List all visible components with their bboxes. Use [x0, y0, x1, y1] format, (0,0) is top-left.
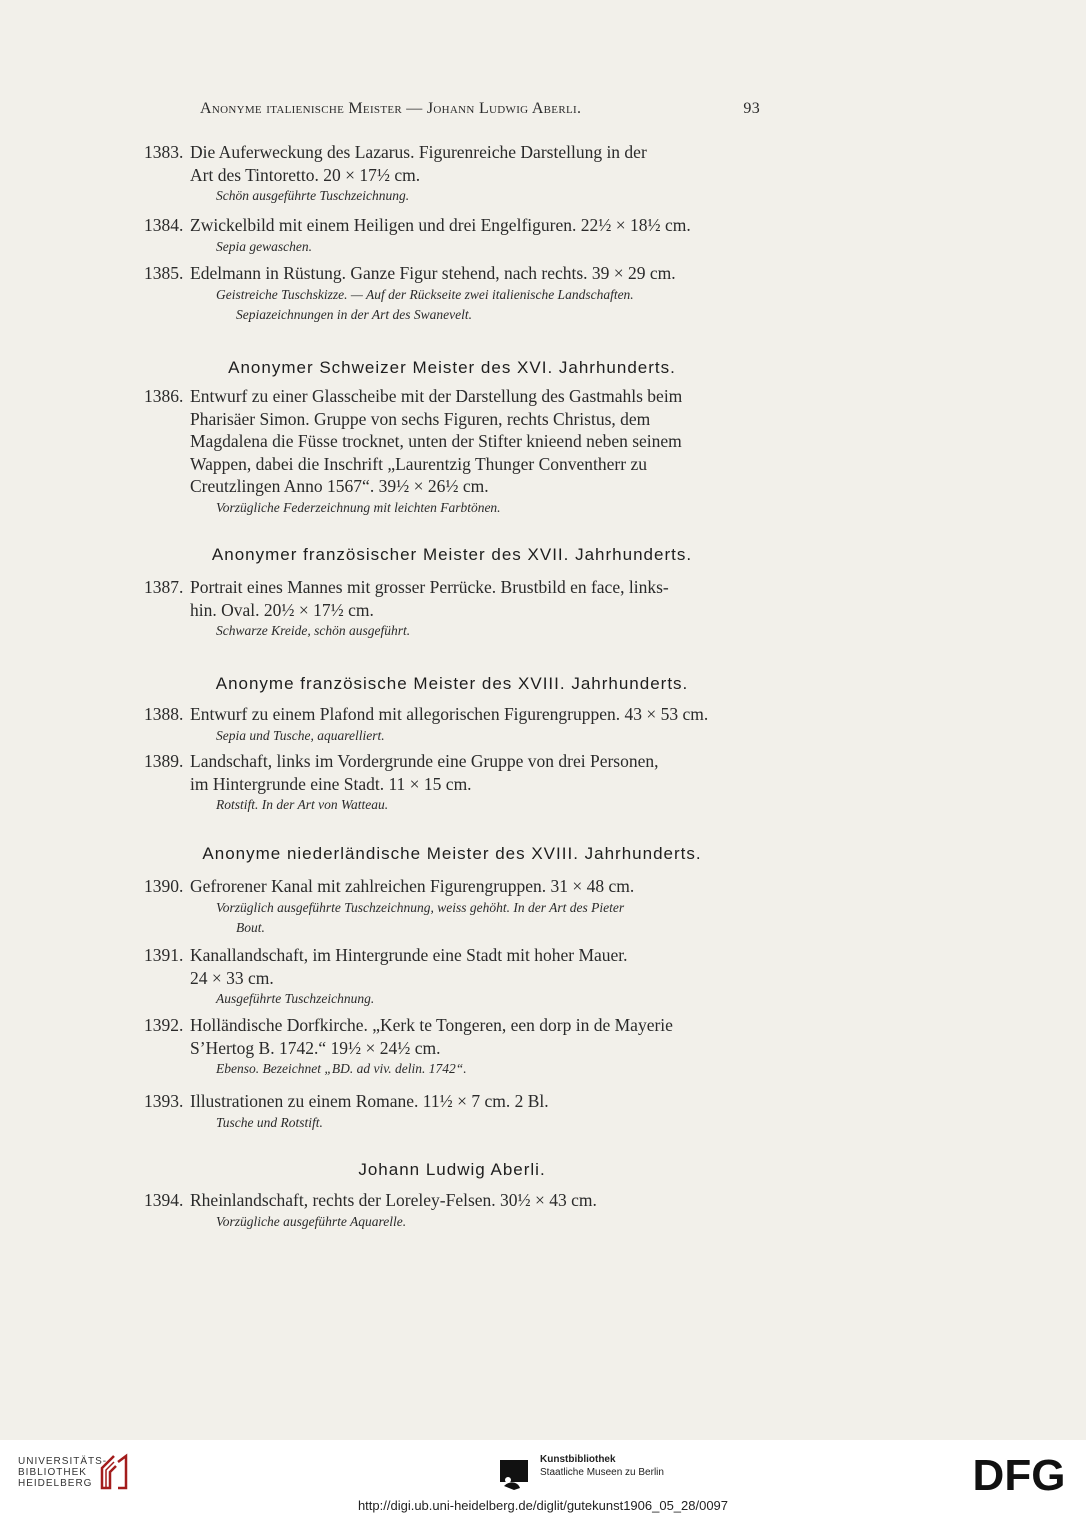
entry-note: Vorzügliche Federzeichnung mit leichten Farbtönen. [216, 499, 501, 515]
entry-note: Sepia und Tusche, aquarelliert. [216, 727, 385, 743]
catalog-entry-1394 [144, 1189, 760, 1232]
entry-number: 1383. [144, 142, 184, 162]
entry-note: Geistreiche Tuschskizze. — Auf der Rückseite zwei italienische Landschaften. [216, 286, 634, 302]
permalink-url[interactable]: http://digi.ub.uni-heidelberg.de/diglit/gutekunst1906_05_28/0097 [357, 1498, 729, 1513]
entry-note: Tusche und Rotstift. [216, 1114, 323, 1130]
entry-number: 1386. [144, 386, 184, 406]
entry-text: Magdalena die Füsse trocknet, unten der Stifter knieend neben seinem [190, 431, 682, 451]
entry-text: Edelmann in Rüstung. Ganze Figur stehend, nach rechts. 39 × 29 cm. [190, 263, 676, 283]
section-heading: Anonyme französische Meister des XVIII. Jahrhunderts. [215, 674, 689, 693]
kunstbibliothek-label [540, 1453, 664, 1479]
entry-text: Kanallandschaft, im Hintergrunde eine Stadt mit hoher Mauer. [190, 945, 628, 965]
entry-number: 1393. [144, 1091, 184, 1111]
entry-text: Gefrorener Kanal mit zahlreichen Figurengruppen. 31 × 48 cm. [190, 876, 635, 896]
entry-number: 1390. [144, 876, 184, 896]
ub-heidelberg-logo-icon [96, 1452, 132, 1492]
running-head-title: Anonyme italienische Meister — Johann Ludwig Aberli. [200, 100, 582, 117]
ub-line: BIBLIOTHEK [18, 1467, 87, 1478]
ub-heidelberg-label [18, 1456, 107, 1489]
kb-subtitle: Staatliche Museen zu Berlin [540, 1467, 664, 1478]
running-head [200, 100, 760, 118]
entry-note: Ausgeführte Tuschzeichnung. [216, 991, 375, 1006]
entry-text: Rheinlandschaft, rechts der Loreley-Felsen. 30½ × 43 cm. [190, 1190, 597, 1210]
entry-text: 24 × 33 cm. [190, 967, 274, 988]
catalog-entry-1384 [144, 214, 760, 257]
entry-text: im Hintergrunde eine Stadt. 11 × 15 cm. [190, 773, 472, 794]
catalog-entry-1393 [144, 1090, 760, 1133]
entry-number: 1384. [144, 215, 184, 235]
entry-note: Bout. [236, 919, 265, 935]
entry-text: S’Hertog B. 1742.“ 19½ × 24½ cm. [190, 1037, 441, 1058]
entry-text: Creutzlingen Anno 1567“. 39½ × 26½ cm. [190, 476, 489, 496]
entry-text: Landschaft, links im Vordergrunde eine Gruppe von drei Personen, [190, 751, 659, 771]
ub-line: HEIDELBERG [18, 1478, 93, 1489]
entry-text: Portrait eines Mannes mit grosser Perrücke. Brustbild en face, links- [190, 577, 669, 597]
section-heading: Anonymer französischer Meister des XVII. Jahrhunderts. [211, 545, 693, 564]
entry-note: Sepiazeichnungen in der Art des Swanevelt. [236, 306, 472, 322]
entry-text: Illustrationen zu einem Romane. 11½ × 7 cm. 2 Bl. [190, 1091, 549, 1111]
entry-note: Vorzüglich ausgeführte Tuschzeichnung, weiss gehöht. In der Art des Pieter [216, 899, 625, 915]
entry-text: Entwurf zu einem Plafond mit allegorischen Figurengruppen. 43 × 53 cm. [190, 704, 709, 724]
entry-number: 1387. [144, 577, 184, 597]
entry-text: Pharisäer Simon. Gruppe von sechs Figuren, rechts Christus, dem [190, 408, 651, 429]
catalog-entry-1390 [144, 875, 760, 938]
entry-number: 1389. [144, 751, 184, 771]
entry-note: Rotstift. In der Art von Watteau. [216, 797, 389, 812]
kb-name: Kunstbibliothek [540, 1454, 616, 1465]
entry-note: Schwarze Kreide, schön ausgeführt. [216, 623, 411, 638]
dfg-logo-text: DFG [972, 1452, 1066, 1496]
section-heading: Anonymer Schweizer Meister des XVI. Jahrhunderts. [228, 358, 676, 377]
entry-number: 1385. [144, 263, 184, 283]
section-heading: Anonyme niederländische Meister des XVIII. Jahrhunderts. [202, 844, 702, 863]
entry-note: Schön ausgeführte Tuschzeichnung. [216, 188, 410, 203]
entry-number: 1394. [144, 1190, 184, 1210]
entry-note: Vorzügliche ausgeführte Aquarelle. [216, 1213, 407, 1229]
entry-text: Entwurf zu einer Glasscheibe mit der Darstellung des Gastmahls beim [190, 386, 683, 406]
catalog-entry-1392 [144, 1014, 760, 1079]
entry-text: Wappen, dabei die Inschrift „Laurentzig Thunger Conventherr zu [190, 453, 647, 474]
catalog-entry-1389 [144, 750, 760, 815]
section-heading: Johann Ludwig Aberli. [358, 1160, 546, 1179]
page-number: 93 [743, 100, 760, 117]
footer-bar [0, 1440, 1086, 1517]
catalog-entry-1386 [144, 385, 760, 518]
catalog-entry-1385 [144, 262, 760, 325]
entry-text: Die Auferweckung des Lazarus. Figurenreiche Darstellung in der [190, 142, 647, 162]
catalog-entry-1387 [144, 576, 760, 641]
entry-number: 1392. [144, 1015, 184, 1035]
entry-note: Sepia gewaschen. [216, 238, 312, 254]
entry-note: Ebenso. Bezeichnet „BD. ad viv. delin. 1742“. [216, 1061, 467, 1076]
entry-text: Art des Tintoretto. 20 × 17½ cm. [190, 164, 421, 185]
dfg-logo-icon [965, 1452, 1073, 1496]
catalog-entry-1391 [144, 944, 760, 1009]
kunstbibliothek-logo-icon [496, 1458, 532, 1494]
catalog-entry-1388 [144, 703, 760, 746]
entry-number: 1388. [144, 704, 184, 724]
catalog-entry-1383 [144, 141, 760, 206]
entry-text: hin. Oval. 20½ × 17½ cm. [190, 599, 374, 620]
entry-number: 1391. [144, 945, 184, 965]
entry-text: Holländische Dorfkirche. „Kerk te Tongeren, een dorp in de Mayerie [190, 1015, 673, 1035]
ub-line: UNIVERSITÄTS- [18, 1456, 108, 1467]
entry-text: Zwickelbild mit einem Heiligen und drei Engelfiguren. 22½ × 18½ cm. [190, 215, 691, 235]
